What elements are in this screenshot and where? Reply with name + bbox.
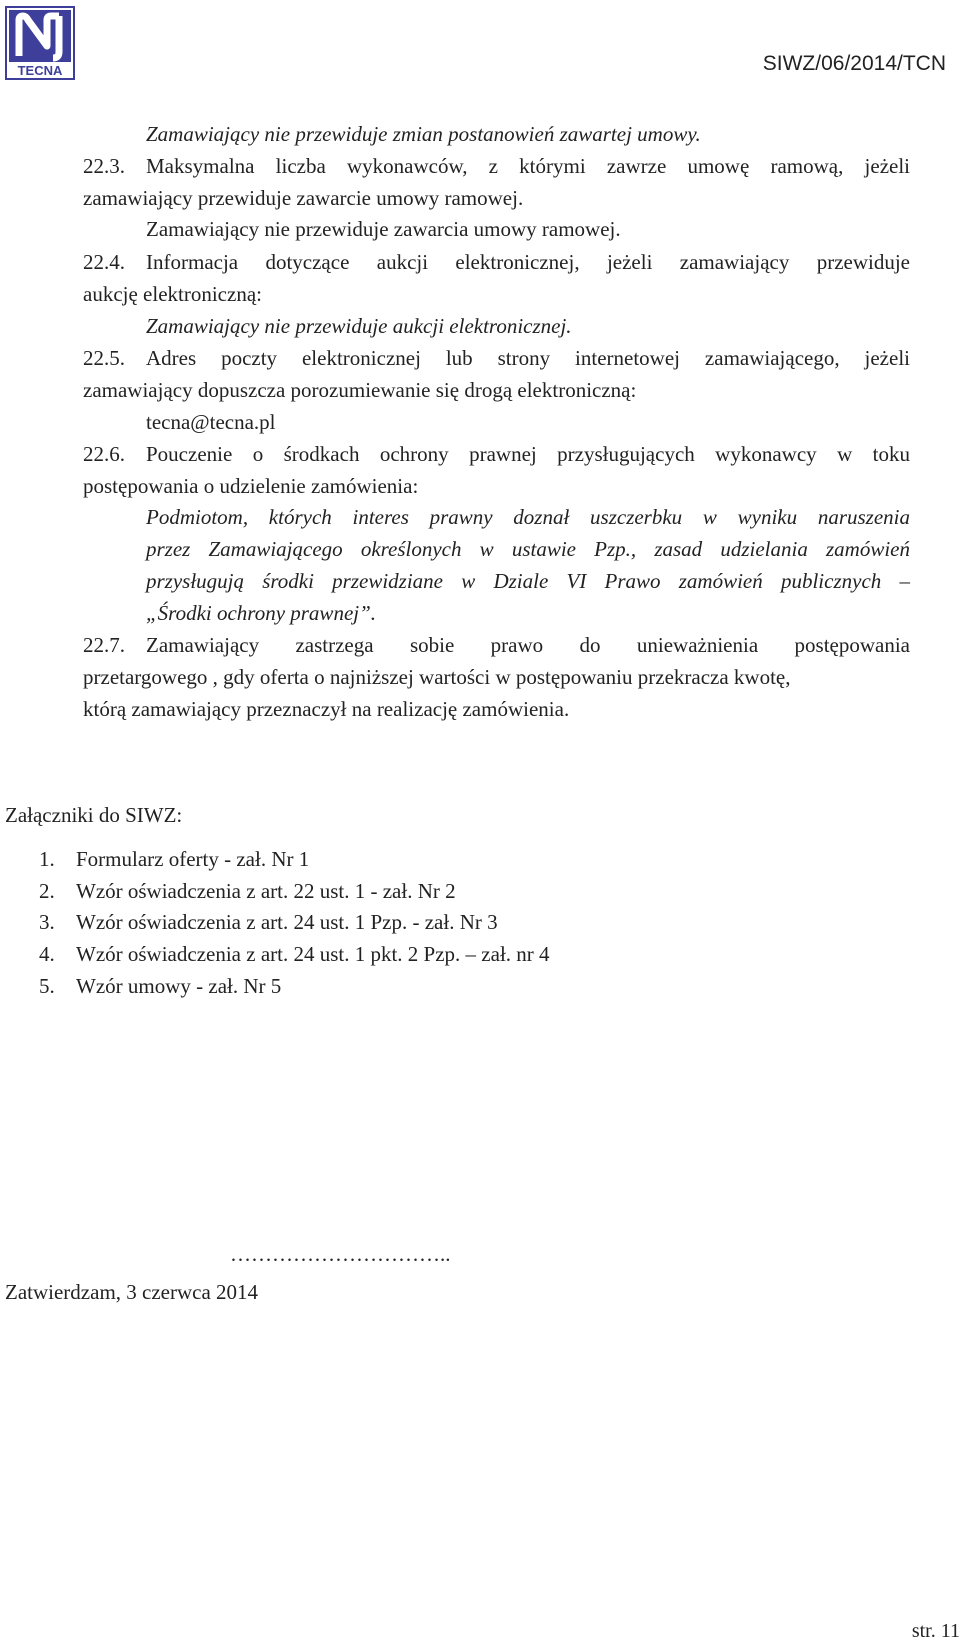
section-title: Informacja dotyczące aukcji elektronicznej, jeżeli zamawiający przewiduje xyxy=(146,250,910,274)
page-number: str. 11 xyxy=(911,1620,960,1642)
attachment-number: 5. xyxy=(39,974,55,998)
legal-remedy-text: przysługują środki przewidziane w Dziale VI Prawo zamówień publicznych – xyxy=(146,569,910,593)
section-answer: Zamawiający nie przewiduje aukcji elektronicznej. xyxy=(146,314,572,338)
legal-remedy-text: „Środki ochrony prawnej”. xyxy=(146,601,377,625)
section-number: 22.3. xyxy=(83,154,125,178)
email-address: tecna@tecna.pl xyxy=(146,410,276,434)
contract-changes-text: Zamawiający nie przewiduje zmian postanowień zawartej umowy. xyxy=(146,122,701,146)
section-text: postępowania o udzielenie zamówienia: xyxy=(83,474,419,498)
section-number: 22.7. xyxy=(83,633,125,657)
section-text: przetargowego , gdy oferta o najniższej wartości w postępowaniu przekracza kwotę, xyxy=(83,665,791,689)
section-number: 22.6. xyxy=(83,442,125,466)
attachment-item: Wzór umowy - zał. Nr 5 xyxy=(76,974,282,998)
attachment-item: Wzór oświadczenia z art. 24 ust. 1 Pzp. - zał. Nr 3 xyxy=(76,910,498,934)
document-id: SIWZ/06/2014/TCN xyxy=(762,52,946,75)
attachment-item: Formularz oferty - zał. Nr 1 xyxy=(76,847,310,871)
section-title: Maksymalna liczba wykonawców, z którymi zawrze umowę ramową, jeżeli xyxy=(146,154,910,178)
section-number: 22.5. xyxy=(83,346,125,370)
approval-date: Zatwierdzam, 3 czerwca 2014 xyxy=(5,1280,259,1304)
section-number: 22.4. xyxy=(83,250,125,274)
section-text: którą zamawiający przeznaczył na realizację zamówienia. xyxy=(83,697,570,721)
section-title: Pouczenie o środkach ochrony prawnej przysługujących wykonawcy w toku xyxy=(146,442,910,466)
attachment-number: 3. xyxy=(39,910,55,934)
attachment-item: Wzór oświadczenia z art. 24 ust. 1 pkt. 2 Pzp. – zał. nr 4 xyxy=(76,942,550,966)
section-text: zamawiający przewiduje zawarcie umowy ramowej. xyxy=(83,186,524,210)
section-text: aukcję elektroniczną: xyxy=(83,282,262,306)
section-answer: Zamawiający nie przewiduje zawarcia umowy ramowej. xyxy=(146,217,621,241)
attachment-number: 2. xyxy=(39,879,55,903)
signature-line: ………………………….. xyxy=(230,1242,451,1266)
attachment-number: 4. xyxy=(39,942,55,966)
legal-remedy-text: przez Zamawiającego określonych w ustawie Pzp., zasad udzielania zamówień xyxy=(146,537,910,561)
attachment-item: Wzór oświadczenia z art. 22 ust. 1 - zał. Nr 2 xyxy=(76,879,456,903)
company-logo xyxy=(5,6,75,80)
logo-text: TECNA xyxy=(17,63,63,78)
section-title: Zamawiający zastrzega sobie prawo do unieważnienia postępowania xyxy=(146,633,910,657)
attachment-number: 1. xyxy=(39,847,55,871)
legal-remedy-text: Podmiotom, których interes prawny doznał uszczerbku w wyniku naruszenia xyxy=(146,505,910,529)
attachments-heading: Załączniki do SIWZ: xyxy=(5,803,183,827)
section-title: Adres poczty elektronicznej lub strony internetowej zamawiającego, jeżeli xyxy=(146,346,910,370)
section-text: zamawiający dopuszcza porozumiewanie się drogą elektroniczną: xyxy=(83,378,637,402)
